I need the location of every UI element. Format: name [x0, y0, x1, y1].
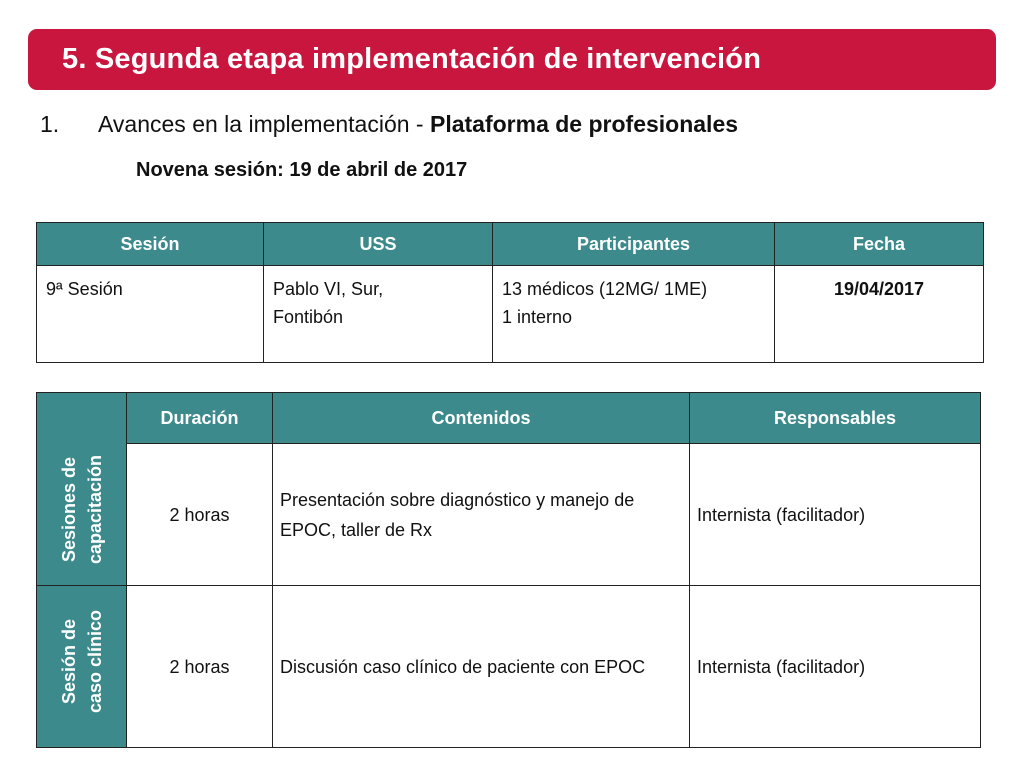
row-type-label — [37, 444, 127, 586]
table-row — [37, 266, 984, 363]
cell-responsible: Internista (facilitador) — [690, 586, 981, 748]
cell-duration: 2 horas — [127, 444, 273, 586]
cell-duration: 2 horas — [127, 586, 273, 748]
header-contents: Contenidos — [273, 393, 690, 444]
subtitle-text: Avances en la implementación - — [98, 111, 430, 137]
header-responsible: Responsables — [690, 393, 981, 444]
subtitle-number: 1. — [40, 111, 60, 137]
header-date: Fecha — [775, 223, 984, 266]
table-header-row — [37, 223, 984, 266]
row-type-label — [37, 586, 127, 748]
session-summary-table — [36, 222, 984, 363]
slide-title: 5. Segunda etapa implementación de intervención — [62, 43, 762, 75]
row-type-text: Sesiones de capacitación — [58, 455, 105, 565]
header-corner — [37, 393, 127, 444]
cell-session: 9ª Sesión — [37, 266, 264, 363]
header-uss: USS — [264, 223, 493, 266]
slide-title-bar — [28, 29, 996, 90]
subtitle — [40, 111, 738, 138]
cell-contents: Presentación sobre diagnóstico y manejo de EPOC, taller de Rx — [273, 444, 690, 586]
cell-participants: 13 médicos (12MG/ 1ME) 1 interno — [493, 266, 775, 363]
cell-responsible: Internista (facilitador) — [690, 444, 981, 586]
session-date-line: Novena sesión: 19 de abril de 2017 — [136, 159, 468, 181]
cell-date: 19/04/2017 — [775, 266, 984, 363]
cell-uss: Pablo VI, Sur, Fontibón — [264, 266, 493, 363]
table-row — [37, 444, 981, 586]
cell-contents: Discusión caso clínico de paciente con EPOC — [273, 586, 690, 748]
table-header-row — [37, 393, 981, 444]
header-session: Sesión — [37, 223, 264, 266]
row-type-text: Sesión de caso clínico — [58, 610, 105, 714]
training-sessions-table — [36, 392, 981, 748]
header-participants: Participantes — [493, 223, 775, 266]
subtitle-bold: Plataforma de profesionales — [429, 111, 739, 137]
header-duration: Duración — [127, 393, 273, 444]
table-row — [37, 586, 981, 748]
